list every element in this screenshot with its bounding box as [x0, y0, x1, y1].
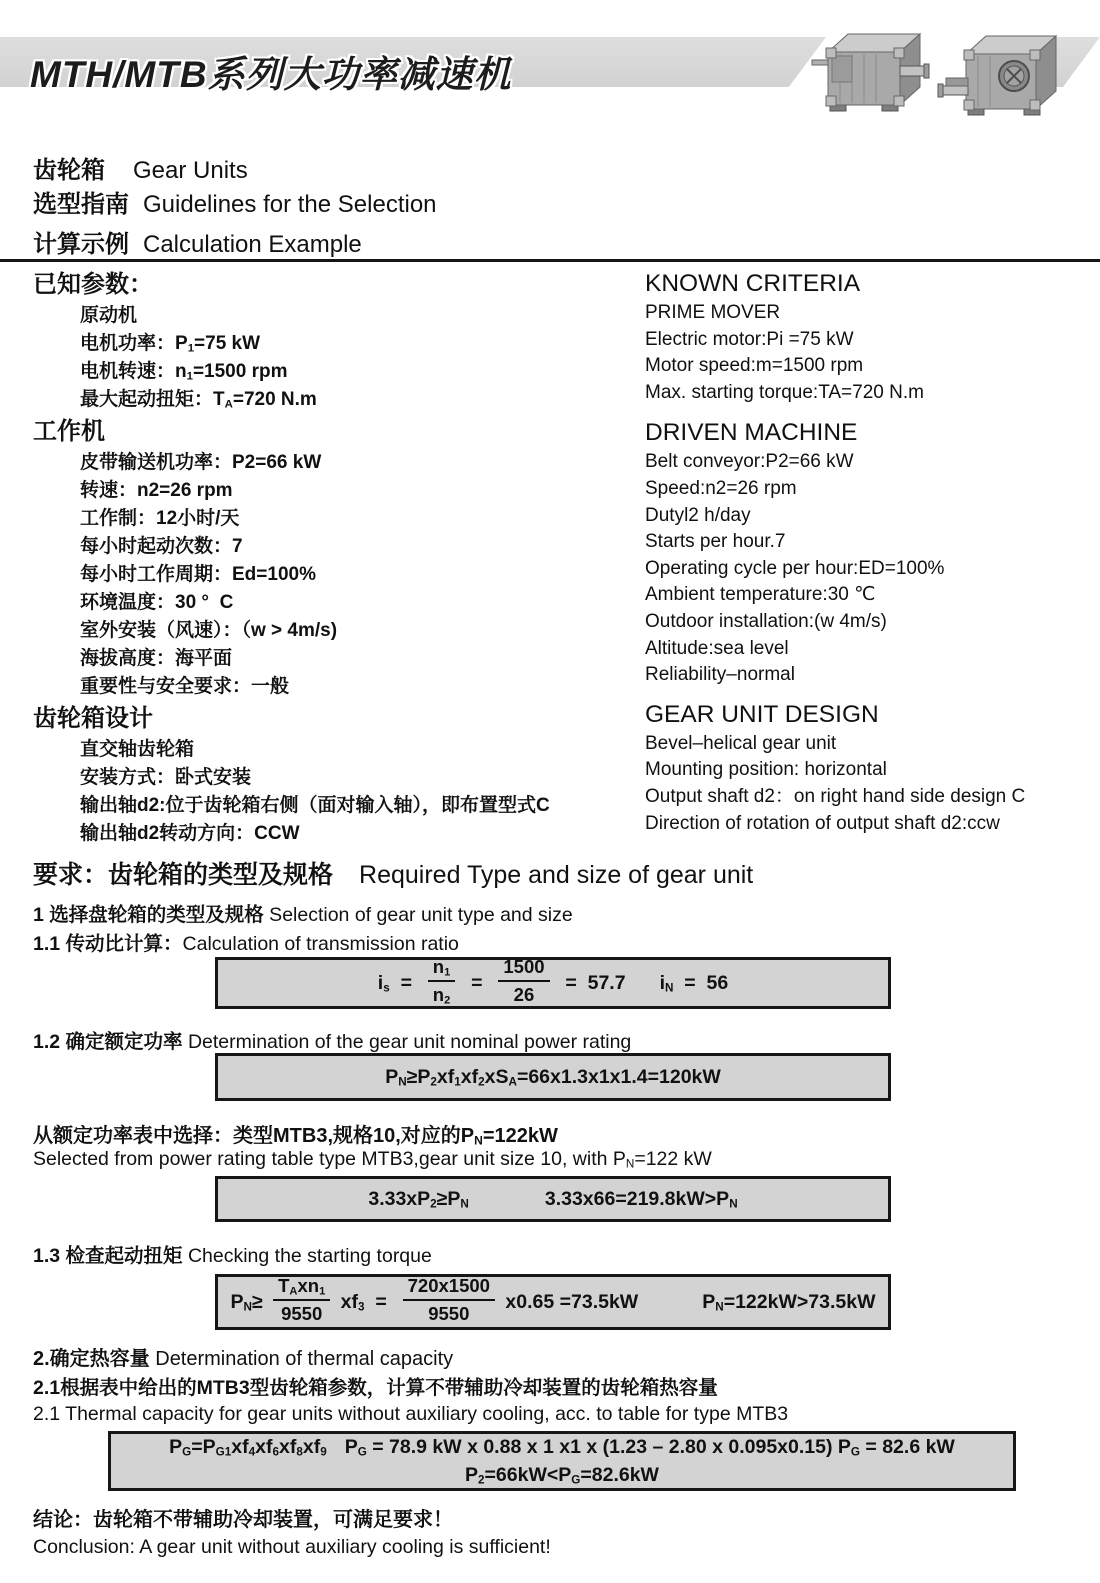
heading-gear-units: 齿轮箱 Gear Units — [33, 157, 248, 184]
section-2-1-en: 2.1 Thermal capacity for gear units without auxiliary cooling, acc. to table for type MTB3 — [33, 1403, 789, 1425]
conclusion-en: Conclusion: A gear unit without auxiliary cooling is sufficient! — [33, 1536, 551, 1558]
en-known-criteria: KNOWN CRITERIA — [645, 270, 861, 297]
formula-thermal-line-1: $P_G=P_{G1}xf_4xf_6xf_8xf_9$ $P_G = 78.9$ kW x 0.88 x 1 x1 x (1.23 – 2.80 x 0.095x0.15) $P_G = 82.6$ kW — [169, 1435, 955, 1459]
en-output-shaft: Output shaft d2：on right hand side design C — [645, 785, 1026, 807]
selected-type-cn: 从额定功率表中选择：类型MTB3,规格10,对应的$P_N=122kW$ — [33, 1125, 558, 1148]
en-outdoor-installation: Outdoor installation:(w 4m/s) — [645, 610, 887, 632]
cn-outdoor-installation: 室外安装（风速）：（w > 4m/s) — [80, 620, 338, 641]
cn-starts-per-hour: 每小时起动次数：7 — [80, 536, 243, 557]
cn-output-shaft: 输出轴d2:位于齿轮箱右侧（面对输入轴），即布置型式C — [80, 795, 550, 816]
cn-belt-conveyor: 皮带输送机功率：P2=66 kW — [80, 452, 322, 473]
cn-driven-machine: 工作机 — [33, 418, 105, 445]
en-speed: Speed:n2=26 rpm — [645, 477, 797, 499]
en-driven-machine: DRIVEN MACHINE — [645, 419, 858, 447]
conclusion-cn: 结论：齿轮箱不带辅助冷却装置，可满足要求！ — [33, 1509, 453, 1531]
en-belt-conveyor: Belt conveyor:P2=66 kW — [645, 451, 854, 473]
cn-mounting-position: 安装方式：卧式安装 — [80, 767, 252, 788]
gearbox-photo-2 — [934, 24, 1060, 124]
formula-starting-torque: $P_N\ge$ $\frac{T_Axn_1}{9550}$ $xf_3$ = $\frac{720x1500}{9550}$ x0.65 =73.5kW $P_N=122kW>73.5kW$ — [215, 1274, 891, 1330]
en-gear-unit-design: GEAR UNIT DESIGN — [645, 700, 879, 728]
cn-motor-power: 电机功率：$P_1=75$ kW — [80, 333, 261, 355]
heading-calculation-example: 计算示例 Calculation Example — [33, 231, 362, 258]
formula-power-check: $3.33xP_2\ge P_N$ $3.33x66=219.8kW>P_N$ — [215, 1176, 891, 1222]
cn-duty: 工作制：12小时/天 — [80, 508, 240, 529]
required-type-heading: 要求：齿轮箱的类型及规格 Required Type and size of gear unit — [33, 861, 754, 889]
section-2-1-cn: 2.1根据表中给出的MTB3型齿轮箱参数，计算不带辅助冷却装置的齿轮箱热容量 — [33, 1377, 718, 1399]
section-1-title: 1 选择盘轮箱的类型及规格 Selection of gear unit type and size — [33, 904, 573, 926]
cn-reliability: 重要性与安全要求：一般 — [80, 676, 290, 697]
cn-speed: 转速：n2=26 rpm — [80, 480, 233, 501]
cn-motor-speed: 电机转速：$n_1=1500$ rpm — [80, 361, 288, 383]
en-operating-cycle: Operating cycle per hour:ED=100% — [645, 557, 945, 579]
cn-ambient-temperature: 环境温度：30 ° C — [80, 592, 234, 613]
formula-thermal-line-2: $P_2=66kW<P_G=82.6kW$ — [465, 1464, 659, 1487]
cn-altitude: 海拔高度：海平面 — [80, 648, 233, 669]
cn-prime-mover: 原动机 — [80, 305, 138, 326]
section-1-2-title: 1.2 确定额定功率 Determination of the gear unit nominal power rating — [33, 1031, 632, 1053]
cn-rotation-direction: 输出轴d2转动方向：CCW — [80, 823, 300, 844]
en-altitude: Altitude:sea level — [645, 637, 789, 659]
cn-gear-unit-design: 齿轮箱设计 — [33, 705, 153, 732]
selected-type-en: Selected from power rating table type MTB3,gear unit size 10, with $P_N=122$ kW — [33, 1148, 712, 1171]
cn-max-torque: 最大起动扭矩：$T_A=720$ N.m — [80, 389, 317, 411]
formula-transmission-ratio: $i_s$ = $\frac{n_1}{n_2}$ = $\frac{1500}{26}$ = 57.7 $i_N = 56$ — [215, 957, 891, 1009]
en-electric-motor: Electric motor:Pi =75 kW — [645, 328, 854, 350]
en-mounting-position: Mounting position: horizontal — [645, 759, 887, 781]
en-rotation-direction: Direction of rotation of output shaft d2:ccw — [645, 812, 1000, 834]
section-1-3-title: 1.3 检查起动扭矩 Checking the starting torque — [33, 1245, 432, 1267]
en-ambient-temperature: Ambient temperature:30 ℃ — [645, 584, 876, 606]
page-title: MTH/MTB系列大功率减速机 — [30, 54, 512, 95]
en-max-torque: Max. starting torque:TA=720 N.m — [645, 381, 924, 403]
en-reliability: Reliability–normal — [645, 664, 795, 686]
cn-known-criteria: 已知参数： — [33, 271, 153, 298]
cn-operating-cycle: 每小时工作周期：Ed=100% — [80, 564, 316, 585]
en-bevel-helical: Bevel–helical gear unit — [645, 732, 837, 754]
en-duty: Dutyl2 h/day — [645, 504, 751, 526]
horizontal-rule — [0, 259, 1100, 262]
criteria-column-cn — [33, 267, 633, 848]
section-1-1-title: 1.1 传动比计算：Calculation of transmission ratio — [33, 933, 459, 955]
gearbox-photo-1 — [806, 22, 932, 122]
formula-thermal-capacity — [108, 1431, 1016, 1491]
en-prime-mover: PRIME MOVER — [645, 302, 781, 323]
criteria-column-en — [645, 267, 1100, 837]
section-2-title: 2.确定热容量 Determination of thermal capacity — [33, 1348, 454, 1370]
cn-bevel-helical: 直交轴齿轮箱 — [80, 739, 195, 760]
en-starts-per-hour: Starts per hour.7 — [645, 531, 786, 553]
formula-nominal-power: $P_N\ge P_2xf_1xf_2xS_A=66x1.3x1x1.4=120kW$ — [215, 1053, 891, 1101]
en-motor-speed: Motor speed:m=1500 rpm — [645, 355, 864, 377]
heading-guidelines: 选型指南 Guidelines for the Selection — [33, 191, 437, 218]
